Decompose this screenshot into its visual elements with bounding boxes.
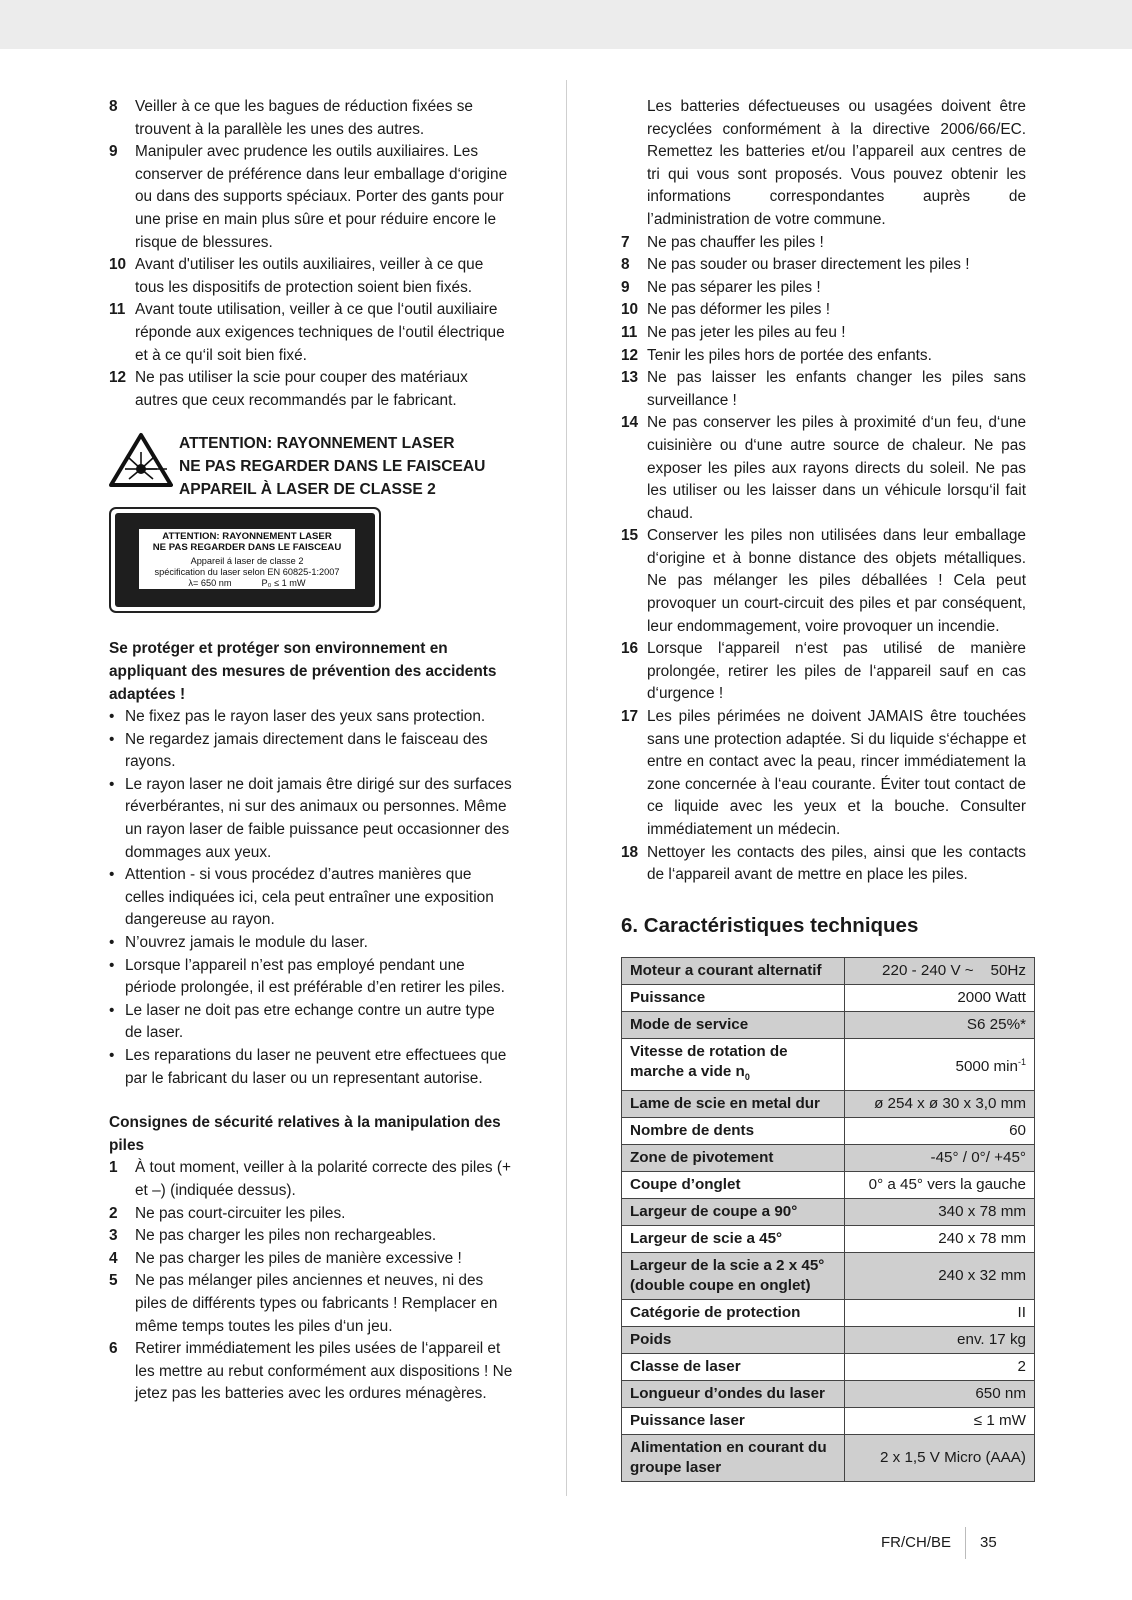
bullet-dot: • (109, 934, 115, 952)
spec-row (622, 1326, 1035, 1353)
item-text: Ne pas utiliser la scie pour couper des matériaux autres que ceux recommandés par le fabricant. (135, 369, 468, 409)
spec-value (845, 1090, 1035, 1117)
spec-value (845, 1198, 1035, 1225)
spec-row (622, 1407, 1035, 1434)
laser-label-power: P₀ ≤ 1 mW (261, 578, 306, 589)
spec-key-text: Catégorie de protection (630, 1303, 801, 1321)
spec-key (622, 1252, 845, 1299)
item-text: Ne pas charger les piles non rechargeables. (135, 1227, 437, 1245)
spec-value (845, 1038, 1035, 1090)
item-number: 10 (109, 256, 127, 274)
laser-label (109, 507, 381, 613)
laser-label-line: spécification du laser selon EN 60825-1:2007 (154, 567, 340, 578)
laser-warning-line: ATTENTION: RAYONNEMENT LASER (179, 435, 455, 453)
spec-value (845, 1225, 1035, 1252)
item-number: 10 (621, 301, 639, 319)
item-number: 6 (109, 1340, 118, 1358)
list-item (621, 345, 1026, 368)
page-number: 35 (980, 1533, 997, 1551)
spec-key-text: Puissance laser (630, 1411, 745, 1429)
item-number: 8 (109, 98, 118, 115)
item-text: Retirer immédiatement les piles usées de l‘appareil et les mettre au rebut conformément aux dispositions ! Ne jetez pas les batteries avec les ordures ménagères. (135, 1340, 513, 1403)
list-item (621, 412, 1026, 525)
spec-key-text: Poids (630, 1330, 672, 1348)
list-item (109, 1203, 513, 1226)
battery-recycling-text: Les batteries défectueuses ou usagées doivent être recyclées conformément à la directive 2006/66/EC. Remettez les batteries et/ou l’appareil aux centres de tri qui vous sont proposés. Vous pouvez obtenir les informations correspondantes auprès de l’administration de votre commune. (647, 98, 1026, 228)
item-number: 14 (621, 414, 639, 432)
spec-key-subscript: 0 (744, 1071, 750, 1082)
spec-row (622, 1380, 1035, 1407)
spec-key-text: Vitesse de rotation de marche a vide n (630, 1042, 788, 1080)
item-number: 5 (109, 1272, 118, 1290)
bullet-text: Le laser ne doit pas etre echange contre un autre type de laser. (125, 1001, 495, 1042)
spec-key (622, 1198, 845, 1225)
spec-value-text: 60 (1009, 1121, 1026, 1139)
list-item (109, 141, 513, 254)
list-item (621, 254, 1026, 277)
spec-key (622, 1380, 845, 1407)
list-item (621, 706, 1026, 842)
bullet-dot: • (109, 1001, 115, 1019)
spec-value (845, 1434, 1035, 1481)
item-number: 7 (621, 233, 630, 251)
spec-value (845, 1353, 1035, 1380)
spec-key (622, 957, 845, 984)
protect-heading: Se protéger et protéger son environnement en appliquant des mesures de prévention des accidents adaptées ! (109, 640, 497, 703)
laser-hazard-icon (109, 432, 173, 488)
item-text: Manipuler avec prudence les outils auxiliaires. Les conserver de préférence dans leur emballage d‘origine ou dans des supports spéciaux. Porter des gants pour une prise en main plus sûre et pour réduire encore le risque de blessures. (135, 143, 508, 251)
list-item (109, 299, 513, 367)
spec-value-text: 2 x 1,5 V Micro (AAA) (879, 1448, 1026, 1466)
spec-row (622, 1252, 1035, 1299)
list-item (109, 367, 513, 412)
spec-row (622, 1225, 1035, 1252)
list-item (621, 299, 1026, 322)
spec-row (622, 1198, 1035, 1225)
item-number: 13 (621, 369, 639, 387)
bullet-item (109, 955, 513, 1000)
bullet-text: Le rayon laser ne doit jamais être dirigé sur des surfaces réverbérantes, ni sur des animaux ou personnes. Même un rayon laser de faible puissance peut occasionner des dommages aux yeux. (125, 775, 512, 861)
list-item (109, 1225, 513, 1248)
spec-value (845, 1380, 1035, 1407)
item-number: 12 (621, 346, 639, 364)
spec-key (622, 1225, 845, 1252)
spec-key (622, 1038, 845, 1090)
spec-row (622, 984, 1035, 1011)
item-text: Conserver les piles non utilisées dans leur emballage d‘origine et à bonne distance des objets métalliques. Ne pas mélanger les piles déballées ! Cela peut provoquer un court-circuit des piles et par conséquent, leur endommagement, voire provoquer un incendie. (647, 527, 1026, 635)
bullet-dot: • (109, 956, 115, 974)
spec-value-text: 220 - 240 V ~ 50Hz (882, 961, 1026, 979)
spec-value-text: 2 (1017, 1357, 1026, 1375)
spec-key-text: Longueur d’ondes du laser (630, 1384, 825, 1402)
item-number: 9 (109, 143, 118, 161)
list-item (109, 1248, 513, 1271)
list-item (109, 1338, 513, 1406)
bullet-item (109, 774, 513, 864)
spec-key-text: Classe de laser (630, 1357, 741, 1375)
laser-warning (109, 432, 513, 501)
list-item (621, 638, 1026, 706)
item-text: Ne pas séparer les piles ! (647, 278, 821, 296)
spec-value-text: 0° a 45° vers la gauche (868, 1175, 1026, 1193)
bullet-text: Ne regardez jamais directement dans le faisceau des rayons. (125, 730, 488, 771)
item-text: À tout moment, veiller à la polarité correcte des piles (+ et –) (indiquée dessus). (135, 1159, 511, 1199)
laser-warning-text (179, 432, 485, 501)
item-text: Les piles périmées ne doivent JAMAIS être touchées sans une protection adaptée. Si du liquide s‘échappe et entre en contact avec la peau, rincer immédiatement la zone concernée à l‘eau courante. Éviter tout contact de ce liquide avec les yeux et la bouche. Consulter immédiatement un médecin. (647, 708, 1026, 838)
footer-language: FR/CH/BE (881, 1533, 952, 1551)
item-number: 16 (621, 640, 639, 658)
spec-key-text: Largeur de la scie a 2 x 45° (double coupe en onglet) (630, 1256, 825, 1294)
spec-table (621, 957, 1035, 1482)
spec-row (622, 1144, 1035, 1171)
bullet-text: N’ouvrez jamais le module du laser. (125, 934, 368, 952)
laser-bullet-list (109, 706, 513, 1090)
bullet-dot: • (109, 1047, 115, 1064)
spec-value-text: ø 254 x ø 30 x 3,0 mm (874, 1094, 1026, 1112)
item-text: Avant d'utiliser les outils auxiliaires, veiller à ce que tous les dispositifs de protection soient bien fixés. (135, 256, 484, 296)
spec-value-text: -45° / 0°/ +45° (930, 1148, 1026, 1166)
bullet-dot: • (109, 708, 115, 726)
item-text: Ne pas souder ou braser directement les piles ! (647, 256, 970, 274)
bullet-item (109, 706, 513, 729)
spec-key (622, 1353, 845, 1380)
item-text: Lorsque l‘appareil n‘est pas utilisé de manière prolongée, retirer les piles de l‘appareil sauf en cas d‘urgence ! (647, 640, 1026, 703)
spec-row (622, 957, 1035, 984)
item-text: Veiller à ce que les bagues de réduction fixées se trouvent à la parallèle les unes des autres. (135, 98, 473, 138)
item-number: 17 (621, 708, 639, 726)
list-item (109, 254, 513, 299)
list-item (621, 232, 1026, 255)
spec-value-text: S6 25%* (966, 1015, 1026, 1033)
laser-warning-line: NE PAS REGARDER DANS LE FAISCEAU (179, 458, 486, 476)
spec-key (622, 1011, 845, 1038)
bullet-dot: • (109, 730, 115, 748)
item-number: 2 (109, 1204, 118, 1222)
bullet-item (109, 729, 513, 774)
spec-row (622, 1171, 1035, 1198)
bullet-dot: • (109, 866, 115, 884)
list-item (621, 842, 1026, 887)
laser-label-heading: ATTENTION: RAYONNEMENT LASER (162, 531, 332, 543)
spec-value (845, 1299, 1035, 1326)
list-item (621, 322, 1026, 345)
bullet-text: Les reparations du laser ne peuvent etre effectuees que par le fabricant du laser ou un representant autorise. (125, 1047, 507, 1087)
spec-key-text: Largeur de scie a 45° (630, 1229, 783, 1247)
item-number: 15 (621, 527, 639, 545)
column-divider (566, 80, 567, 1496)
spec-key (622, 1171, 845, 1198)
list-item (621, 525, 1026, 638)
spec-key-text: Coupe d’onglet (630, 1175, 741, 1193)
spec-value-text: 240 x 78 mm (938, 1229, 1026, 1247)
spec-key-text: Moteur a courant alternatif (630, 961, 822, 979)
spec-row (622, 1011, 1035, 1038)
tech-heading: 6. Caractéristiques techniques (621, 913, 919, 937)
item-text: Ne pas chauffer les piles ! (647, 233, 824, 251)
laser-label-line: Appareil á laser de classe 2 (190, 556, 304, 567)
spec-value-text: 340 x 78 mm (938, 1202, 1026, 1220)
footer-separator (965, 1527, 966, 1559)
spec-row (622, 1353, 1035, 1380)
spec-value (845, 1407, 1035, 1434)
battery-list-right (621, 232, 1026, 887)
item-number: 3 (109, 1227, 118, 1245)
spec-value (845, 1171, 1035, 1198)
item-number: 11 (621, 323, 638, 341)
list-item (621, 367, 1026, 412)
spec-value (845, 1252, 1035, 1299)
spec-key-text: Mode de service (630, 1015, 749, 1033)
spec-key (622, 1117, 845, 1144)
spec-key-text: Alimentation en courant du groupe laser (630, 1438, 827, 1476)
spec-value-text: II (1017, 1303, 1026, 1321)
item-text: Ne pas mélanger piles anciennes et neuves, ni des piles de différents types ou fabricants ! Remplacer en même temps toutes les piles d‘un jeu. (135, 1272, 498, 1335)
item-text: Ne pas jeter les piles au feu ! (647, 323, 846, 341)
spec-value-text: 240 x 32 mm (938, 1266, 1026, 1284)
item-text: Tenir les piles hors de portée des enfants. (647, 346, 932, 364)
bullet-item (109, 1000, 513, 1045)
top-bar (0, 0, 1132, 49)
battery-heading: Consignes de sécurité relatives à la manipulation des piles (109, 1114, 501, 1154)
spec-value (845, 1144, 1035, 1171)
spec-key-text: Puissance (630, 988, 706, 1006)
bullet-dot: • (109, 775, 115, 793)
item-number: 4 (109, 1249, 118, 1267)
spec-row (622, 1434, 1035, 1481)
page-footer (881, 1527, 997, 1559)
laser-label-wavelength: λ= 650 nm (188, 578, 232, 589)
item-text: Ne pas conserver les piles à proximité d‘un feu, d‘une cuisinière ou d‘une autre source de chaleur. Ne pas exposer les piles aux rayons directs du soleil. Ne pas les utiliser ou les laisser dans un véhicule lorsqu‘il fait chaud. (647, 414, 1026, 522)
spec-key (622, 1090, 845, 1117)
spec-key-text: Largeur de coupe a 90° (630, 1202, 798, 1220)
laser-label-heading: NE PAS REGARDER DANS LE FAISCEAU (152, 542, 342, 554)
item-text: Nettoyer les contacts des piles, ainsi que les contacts de l‘appareil avant de mettre en place les piles. (647, 843, 1026, 884)
item-text: Ne pas déformer les piles ! (647, 301, 831, 319)
bullet-item (109, 864, 513, 932)
spec-key-text: Zone de pivotement (630, 1148, 774, 1166)
item-number: 9 (621, 278, 630, 296)
spec-value-text: env. 17 kg (957, 1330, 1026, 1348)
spec-key-text: Nombre de dents (630, 1121, 755, 1139)
spec-key (622, 1326, 845, 1353)
list-item (109, 1157, 513, 1202)
spec-value (845, 984, 1035, 1011)
spec-value-superscript: -1 (1017, 1056, 1026, 1067)
list-item (621, 277, 1026, 300)
bullet-text: Lorsque l’appareil n’est pas employé pendant une période prolongée, il est préférable d’en retirer les piles. (125, 956, 505, 997)
list-item (109, 96, 513, 141)
bullet-text: Attention - si vous procédez d’autres manières que celles indiquées ici, cela peut entraîner une exposition dangereuse au rayon. (125, 866, 494, 929)
spec-value (845, 1326, 1035, 1353)
item-number: 18 (621, 843, 639, 861)
spec-value-text: 2000 Watt (957, 988, 1026, 1006)
bullet-item (109, 932, 513, 955)
spec-key (622, 1434, 845, 1481)
spec-key (622, 1299, 845, 1326)
spec-value-text: ≤ 1 mW (973, 1411, 1026, 1429)
item-number: 1 (109, 1159, 118, 1177)
safety-list (109, 96, 513, 412)
bullet-item (109, 1045, 513, 1090)
spec-value (845, 1117, 1035, 1144)
item-number: 12 (109, 369, 127, 387)
item-text: Ne pas charger les piles de manière excessive ! (135, 1249, 462, 1267)
item-text: Avant toute utilisation, veiller à ce que l‘outil auxiliaire réponde aux exigences techniques de l‘outil électrique et à ce qu‘il soit bien fixé. (135, 301, 505, 364)
right-column (621, 96, 1026, 1482)
battery-list-left (109, 1157, 513, 1406)
spec-value (845, 957, 1035, 984)
spec-value-text: 650 nm (975, 1384, 1026, 1402)
spec-key-text: Lame de scie en metal dur (630, 1094, 820, 1112)
item-text: Ne pas court-circuiter les piles. (135, 1204, 346, 1222)
left-column (109, 96, 513, 1406)
spec-row (622, 1090, 1035, 1117)
spec-value-text: 5000 min (955, 1057, 1018, 1075)
item-text: Ne pas laisser les enfants changer les piles sans surveillance ! (647, 369, 1026, 409)
bullet-text: Ne fixez pas le rayon laser des yeux sans protection. (125, 708, 486, 726)
spec-row (622, 1299, 1035, 1326)
spec-key (622, 1144, 845, 1171)
item-number: 8 (621, 256, 630, 274)
item-number: 11 (109, 301, 126, 319)
spec-key (622, 1407, 845, 1434)
spec-row (622, 1117, 1035, 1144)
list-item (109, 1270, 513, 1338)
laser-warning-line: APPAREIL À LASER DE CLASSE 2 (179, 481, 436, 499)
spec-value (845, 1011, 1035, 1038)
spec-row (622, 1038, 1035, 1090)
spec-key (622, 984, 845, 1011)
